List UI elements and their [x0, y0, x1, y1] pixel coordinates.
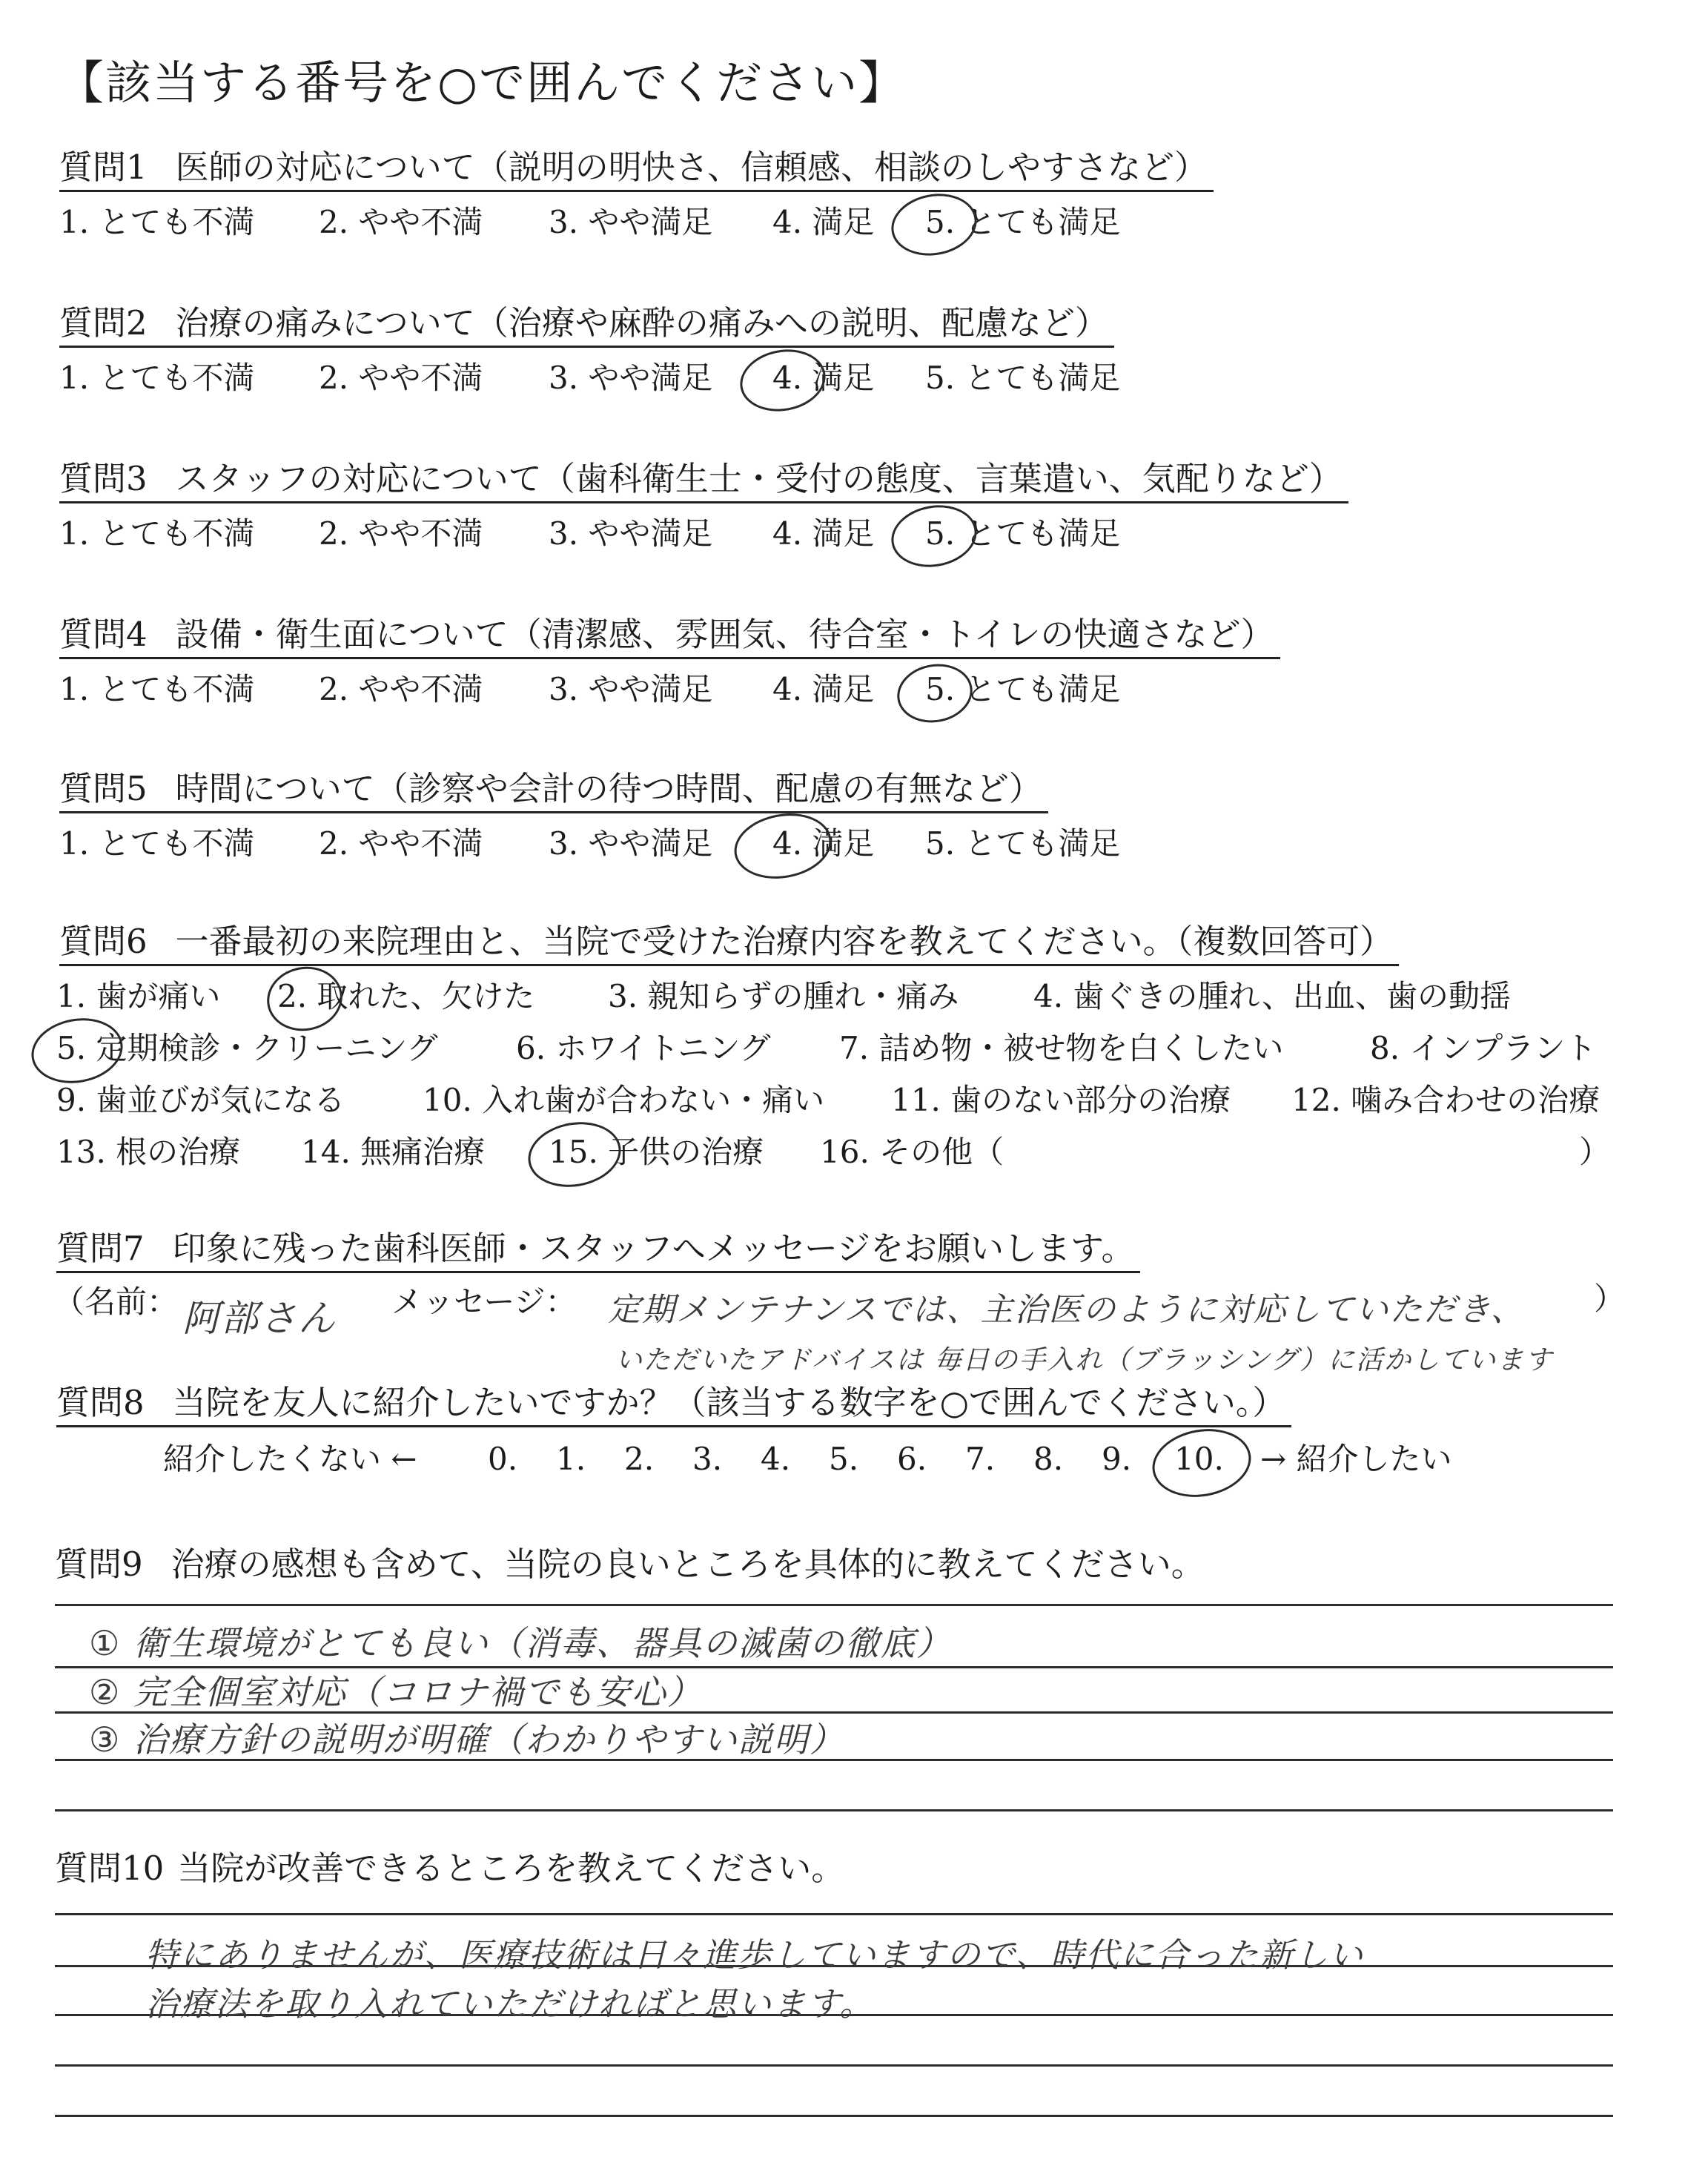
- q6-option-4[interactable]: 4. 歯ぐきの腫れ、出血、歯の動揺: [1033, 978, 1511, 1014]
- question-5-title: [59, 767, 1048, 813]
- question-3-title: [59, 457, 1348, 503]
- q7-message-label: メッセージ：: [391, 1284, 577, 1320]
- page-title: 【該当する番号を○で囲んでください】: [58, 56, 907, 110]
- q4-option-1[interactable]: 1. とても不満: [59, 671, 255, 707]
- question-1-number: 質問1: [59, 148, 148, 187]
- q3-option-1[interactable]: 1. とても不満: [59, 515, 255, 552]
- question-2-number: 質問2: [59, 303, 148, 343]
- q6-option-14[interactable]: 14. 無痛治療: [301, 1134, 486, 1170]
- q1-option-1[interactable]: 1. とても不満: [59, 204, 255, 240]
- question-5-options: [59, 823, 1616, 868]
- question-4-title: [59, 612, 1280, 659]
- question-8-text: 当院を友人に紹介したいですか？（該当する数字を○で囲んでください。）: [172, 1383, 1286, 1422]
- q1-option-5[interactable]: 5. とても満足: [925, 204, 1121, 240]
- q6-option-5[interactable]: 5. 定期検診・クリーニング: [56, 1030, 438, 1066]
- q3-option-4[interactable]: 4. 満足: [772, 515, 875, 552]
- q6-option-10[interactable]: 10. 入れ歯が合わない・痛い: [423, 1082, 825, 1118]
- question-10-text: 当院が改善できるところを教えてください。: [177, 1849, 845, 1888]
- question-6-number: 質問6: [59, 922, 148, 961]
- q6-option-11[interactable]: 11. 歯のない部分の治療: [891, 1082, 1231, 1118]
- q8-scale-6[interactable]: 6.: [897, 1441, 927, 1477]
- q7-message-line-1[interactable]: 定期メンテナンスでは、主治医のように対応していただき、: [608, 1291, 1525, 1329]
- q4-option-2[interactable]: 2. やや不満: [319, 671, 483, 707]
- q10-answer-line-5: [55, 2115, 1613, 2117]
- q8-scale-2[interactable]: 2.: [624, 1441, 655, 1477]
- q5-option-1[interactable]: 1. とても不満: [59, 825, 255, 862]
- question-1-options: [59, 202, 1616, 246]
- q2-option-3[interactable]: 3. やや満足: [549, 360, 713, 396]
- q8-scale-3[interactable]: 3.: [692, 1441, 723, 1477]
- question-9-number: 質問9: [55, 1545, 143, 1584]
- q1-option-3[interactable]: 3. やや満足: [549, 204, 713, 240]
- q10-answer-line-1: [55, 1913, 1613, 1915]
- question-3-number: 質問3: [59, 459, 148, 498]
- question-6-text: 一番最初の来院理由と、当院で受けた治療内容を教えてください。（複数回答可）: [175, 922, 1394, 961]
- q8-scale-9[interactable]: 9.: [1102, 1441, 1132, 1477]
- q7-message-line-2[interactable]: いただいたアドバイスは 毎日の手入れ（ブラッシング）に活かしています: [615, 1345, 1554, 1375]
- q7-close-paren: ）: [1594, 1281, 1626, 1317]
- q6-option-1[interactable]: 1. 歯が痛い: [56, 978, 221, 1014]
- q10-answer-line-4: [55, 2064, 1613, 2067]
- question-5-text: 時間について（診察や会計の待つ時間、配慮の有無など）: [175, 769, 1042, 808]
- question-3-text: スタッフの対応について（歯科衛生士・受付の態度、言葉遣い、気配りなど）: [175, 459, 1343, 498]
- question-7-text: 印象に残った歯科医師・スタッフへメッセージをお願いします。: [172, 1229, 1135, 1268]
- q8-scale-0[interactable]: 0.: [488, 1441, 518, 1477]
- q1-option-2[interactable]: 2. やや不満: [319, 204, 483, 240]
- q9-answer-1[interactable]: ① 衛生環境がとても良い（消毒、器具の滅菌の徹底）: [89, 1623, 952, 1663]
- question-7-title: [56, 1226, 1140, 1273]
- q6-other-close-paren: ）: [1579, 1134, 1611, 1170]
- q6-option-13[interactable]: 13. 根の治療: [56, 1134, 241, 1170]
- q8-recommend-scale: [163, 1439, 1520, 1483]
- question-6-options: [56, 976, 1621, 1191]
- q9-answer-3[interactable]: ③ 治療方針の説明が明確（わかりやすい説明）: [89, 1720, 845, 1760]
- q8-scale-8[interactable]: 8.: [1033, 1441, 1064, 1477]
- q8-scale-1[interactable]: 1.: [556, 1441, 586, 1477]
- q7-name-label: （名前：: [53, 1284, 179, 1320]
- q8-scale-5[interactable]: 5.: [829, 1441, 859, 1477]
- q8-right-label: → 紹介したい: [1260, 1441, 1452, 1477]
- q8-scale-10[interactable]: 10.: [1174, 1441, 1224, 1477]
- q5-option-4[interactable]: 4. 満足: [772, 825, 875, 862]
- q3-option-3[interactable]: 3. やや満足: [549, 515, 713, 552]
- q4-option-4[interactable]: 4. 満足: [772, 671, 875, 707]
- q6-option-6[interactable]: 6. ホワイトニング: [516, 1030, 771, 1066]
- q2-option-2[interactable]: 2. やや不満: [319, 360, 483, 396]
- q10-answer-1[interactable]: 特にありませんが、医療技術は日々進歩していますので、時代に合った新しい: [145, 1935, 1365, 1975]
- q6-option-7[interactable]: 7. 詰め物・被せ物を白くしたい: [839, 1030, 1284, 1066]
- question-8-title: [56, 1381, 1291, 1427]
- q2-option-4[interactable]: 4. 満足: [772, 360, 875, 396]
- question-4-number: 質問4: [59, 615, 148, 654]
- q5-option-3[interactable]: 3. やや満足: [549, 825, 713, 862]
- q9-answer-line-5: [55, 1809, 1613, 1811]
- question-9-title: [55, 1544, 1205, 1585]
- q3-option-2[interactable]: 2. やや不満: [319, 515, 483, 552]
- q5-option-5[interactable]: 5. とても満足: [925, 825, 1121, 862]
- q9-answer-2[interactable]: ② 完全個室対応（コロナ禍でも安心）: [89, 1672, 703, 1712]
- q2-option-1[interactable]: 1. とても不満: [59, 360, 255, 396]
- q9-answer-line-1: [55, 1604, 1613, 1606]
- q3-option-5[interactable]: 5. とても満足: [925, 515, 1121, 552]
- q10-answer-2[interactable]: 治療法を取り入れていただければと思います。: [145, 1984, 875, 2024]
- question-9-text: 治療の感想も含めて、当院の良いところを具体的に教えてください。: [171, 1545, 1205, 1584]
- q6-option-3[interactable]: 3. 親知らずの腫れ・痛み: [608, 978, 959, 1014]
- question-4-options: [59, 669, 1616, 713]
- question-2-text: 治療の痛みについて（治療や麻酔の痛みへの説明、配慮など）: [175, 303, 1108, 343]
- q6-option-12[interactable]: 12. 噛み合わせの治療: [1291, 1082, 1601, 1118]
- question-6-title: [59, 919, 1399, 966]
- question-10-title: [55, 1848, 844, 1889]
- q8-scale-4[interactable]: 4.: [761, 1441, 791, 1477]
- question-4-text: 設備・衛生面について（清潔感、雰囲気、待合室・トイレの快適さなど）: [175, 615, 1274, 654]
- q6-option-15[interactable]: 15. 子供の治療: [549, 1134, 764, 1170]
- q6-option-9[interactable]: 9. 歯並びが気になる: [56, 1082, 345, 1118]
- question-8-number: 質問8: [56, 1383, 145, 1422]
- question-2-options: [59, 357, 1616, 402]
- q5-option-2[interactable]: 2. やや不満: [319, 825, 483, 862]
- question-1-text: 医師の対応について（説明の明快さ、信頼感、相談のしやすさなど）: [175, 148, 1208, 187]
- q4-option-5[interactable]: 5. とても満足: [925, 671, 1121, 707]
- question-3-options: [59, 513, 1616, 558]
- q7-name-value[interactable]: 阿部さん: [182, 1297, 337, 1340]
- q6-option-8[interactable]: 8. インプラント: [1370, 1030, 1597, 1066]
- question-5-number: 質問5: [59, 769, 148, 808]
- q6-option-16[interactable]: 16. その他（: [820, 1134, 1004, 1170]
- q4-option-3[interactable]: 3. やや満足: [549, 671, 713, 707]
- question-10-number: 質問10: [55, 1849, 165, 1888]
- question-7-number: 質問7: [56, 1229, 145, 1268]
- question-1-title: [59, 145, 1214, 192]
- q8-left-label: 紹介したくない ←: [163, 1441, 417, 1477]
- question-2-title: [59, 301, 1114, 348]
- q6-option-2[interactable]: 2. 取れた、欠けた: [277, 978, 535, 1014]
- q2-option-5[interactable]: 5. とても満足: [925, 360, 1121, 396]
- q8-scale-7[interactable]: 7.: [965, 1441, 996, 1477]
- q1-option-4[interactable]: 4. 満足: [772, 204, 875, 240]
